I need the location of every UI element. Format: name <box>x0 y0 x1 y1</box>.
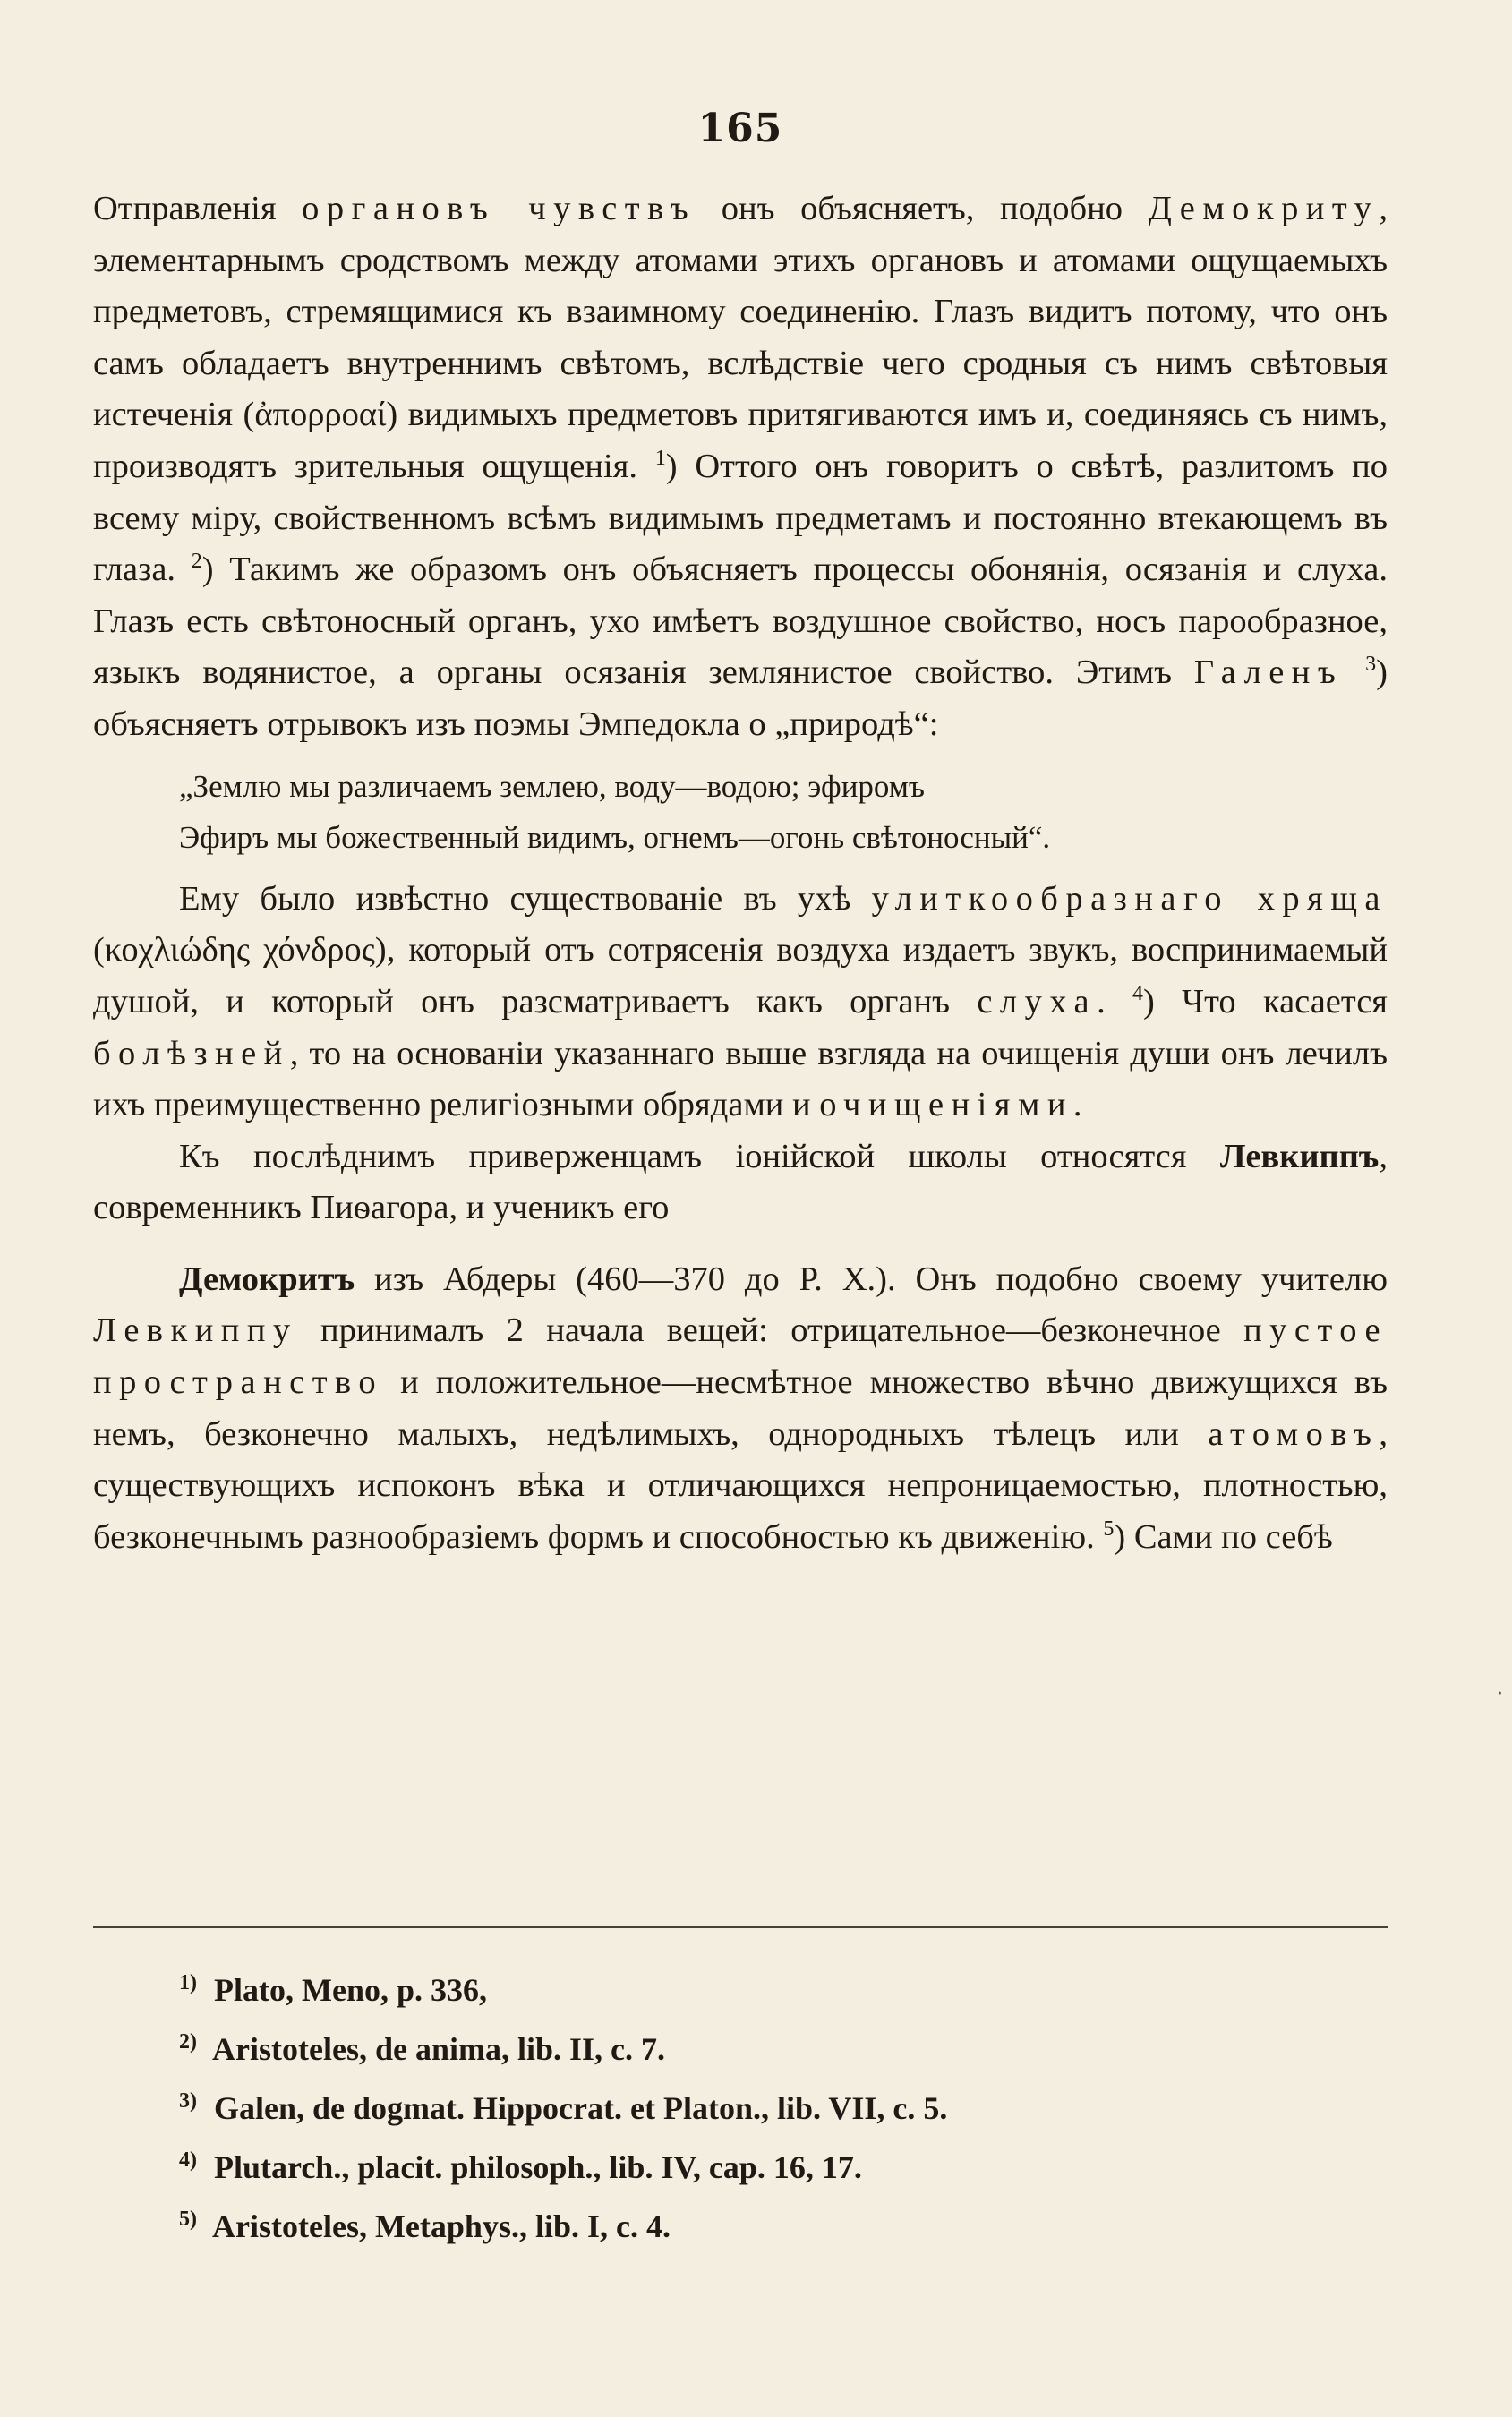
paragraph-gap <box>93 1234 1388 1254</box>
text-run: ) Сами по себѣ <box>1114 1517 1333 1556</box>
footnote-text: Aristoteles, Metaphys., lib. I, c. 4. <box>212 2208 671 2244</box>
spaced-emphasis: слуха <box>977 982 1098 1021</box>
text-run: , то на основаніи указаннаго выше взгляда на очищенія души онъ лечилъ ихъ преимущественно религіозными обрядами и <box>93 1034 1388 1124</box>
footnote-1 <box>93 1957 1388 2016</box>
footnote-mark: 3) <box>179 2089 197 2113</box>
spaced-emphasis: Галенъ <box>1193 653 1344 692</box>
footnote-reference: 5 <box>1103 1517 1115 1542</box>
text-run: . <box>1097 982 1132 1021</box>
footnote-2 <box>93 2016 1388 2075</box>
footnote-mark: 5) <box>179 2208 197 2231</box>
text-run <box>1343 653 1365 691</box>
footnote-reference: 3 <box>1365 653 1377 677</box>
footnote-text: Plato, Meno, p. 336, <box>214 1972 487 2008</box>
footnote-3 <box>93 2075 1388 2134</box>
paragraph-2 <box>93 874 1388 1132</box>
footnote-5 <box>93 2193 1388 2252</box>
text-run: Отправленія <box>93 190 303 227</box>
paragraph-1 <box>93 184 1388 751</box>
verse-line-2: Эфиръ мы божественный видимъ, огнемъ—огонь свѣтоносный“. <box>179 820 1051 856</box>
spaced-emphasis: атомовъ <box>1208 1414 1380 1453</box>
footnote-reference: 1 <box>654 447 666 471</box>
paragraph-3 <box>93 1132 1388 1234</box>
text-run: Къ послѣднимъ приверженцамъ іонійской школы относятся <box>179 1137 1220 1175</box>
footnote-text: Plutarch., placit. philosoph., lib. IV, cap. 16, 17. <box>214 2149 862 2185</box>
spaced-emphasis: очищеніями <box>819 1086 1073 1124</box>
spaced-emphasis: болѣзней <box>93 1034 290 1072</box>
text-run: , элементарнымъ сродствомъ между атомами этихъ органовъ и атомами ощущаемыхъ предметовъ, стремящимися къ взаимному соединенію. Глазъ видитъ потому, что онъ самъ обладаетъ внутреннимъ свѣтомъ, вслѣдствіе чего сродныя съ нимъ свѣтовыя истеченія (ἀπορροαί) видимыхъ предметовъ притягиваются имъ и, соединяясь съ нимъ, производятъ зрительныя ощущенія. <box>93 190 1388 485</box>
spaced-emphasis: Демокриту <box>1148 190 1380 227</box>
footnote-4 <box>93 2134 1388 2193</box>
text-run: принималъ 2 начала вещей: отрицательное—безконечное <box>297 1311 1244 1350</box>
verse-quotation <box>93 761 1388 864</box>
footnote-divider <box>93 1926 1388 1928</box>
bold-name: Левкиппъ <box>1219 1137 1380 1175</box>
text-run: (κοχλιώδης χόνδρος), который отъ сотрясенія воздуха издаетъ звукъ, воспринимаемый душой, и который онъ разсматриваетъ какъ органъ <box>93 931 1388 1021</box>
text-run: , существующихъ испоконъ вѣка и отличающихся непроницаемостью, плотностью, безконечнымъ разнообразіемъ формъ и способностью къ движенію. <box>93 1414 1388 1556</box>
text-run: изъ Абдеры (460—370 до Р. Х.). Онъ подобно своему учителю <box>355 1260 1388 1298</box>
footnote-reference: 4 <box>1132 982 1143 1006</box>
spaced-emphasis: улиткообразнаго хряща <box>871 879 1388 918</box>
text-run: Ему было извѣстно существованіе въ ухѣ <box>179 879 872 918</box>
text-run: и положительное—несмѣтное множество вѣчно движущихся въ немъ, безконечно малыхъ, недѣлимыхъ, однородныхъ тѣлецъ или <box>93 1363 1388 1453</box>
text-run: ) Что касается <box>1142 982 1388 1021</box>
verse-line-1: „Землю мы различаемъ землею, воду—водою; эфиромъ <box>179 768 926 804</box>
footnote-text: Galen, de dogmat. Hippocrat. et Platon., lib. VII, c. 5. <box>214 2090 948 2126</box>
footnote-text: Aristoteles, de anima, lib. II, c. 7. <box>212 2031 665 2067</box>
bold-name: Демокритъ <box>179 1260 355 1298</box>
spaced-emphasis: пустое пространство <box>93 1311 1388 1402</box>
text-run: ) Такимъ же образомъ онъ объясняетъ процессы обонянія, осязанія и слуха. Глазъ есть свѣтоносный органъ, ухо имѣетъ воздушное свойство, носъ парообразное, языкъ водянистое, а органы осязанія землянистое свойство. Этимъ <box>93 551 1388 692</box>
margin-mark: · <box>1497 1683 1503 1705</box>
book-page <box>93 0 1388 2417</box>
footnote-mark: 2) <box>179 2030 197 2054</box>
footnote-mark: 4) <box>179 2148 197 2172</box>
spaced-emphasis: Левкиппу <box>93 1311 298 1350</box>
footnote-mark: 1) <box>179 1971 197 1994</box>
footnotes <box>93 1957 1388 2252</box>
text-run: , современникъ Пиѳагора, и ученикъ его <box>93 1137 1388 1227</box>
paragraph-4 <box>93 1254 1388 1564</box>
main-text <box>93 184 1388 1563</box>
page-number: 165 <box>697 106 783 151</box>
footnote-reference: 2 <box>191 550 202 574</box>
text-run: ) Оттого онъ говоритъ о свѣтѣ, разлитомъ по всему міру, свойственномъ всѣмъ видимымъ предметамъ и постоянно втекающемъ въ глаза. <box>93 447 1388 589</box>
text-run: ) объясняетъ отрывокъ изъ поэмы Эмпедокла о „природѣ“: <box>93 653 1388 743</box>
spaced-emphasis: органовъ чувствъ <box>302 190 696 227</box>
text-run: онъ объясняетъ, подобно <box>696 190 1149 227</box>
text-run: . <box>1072 1086 1082 1124</box>
